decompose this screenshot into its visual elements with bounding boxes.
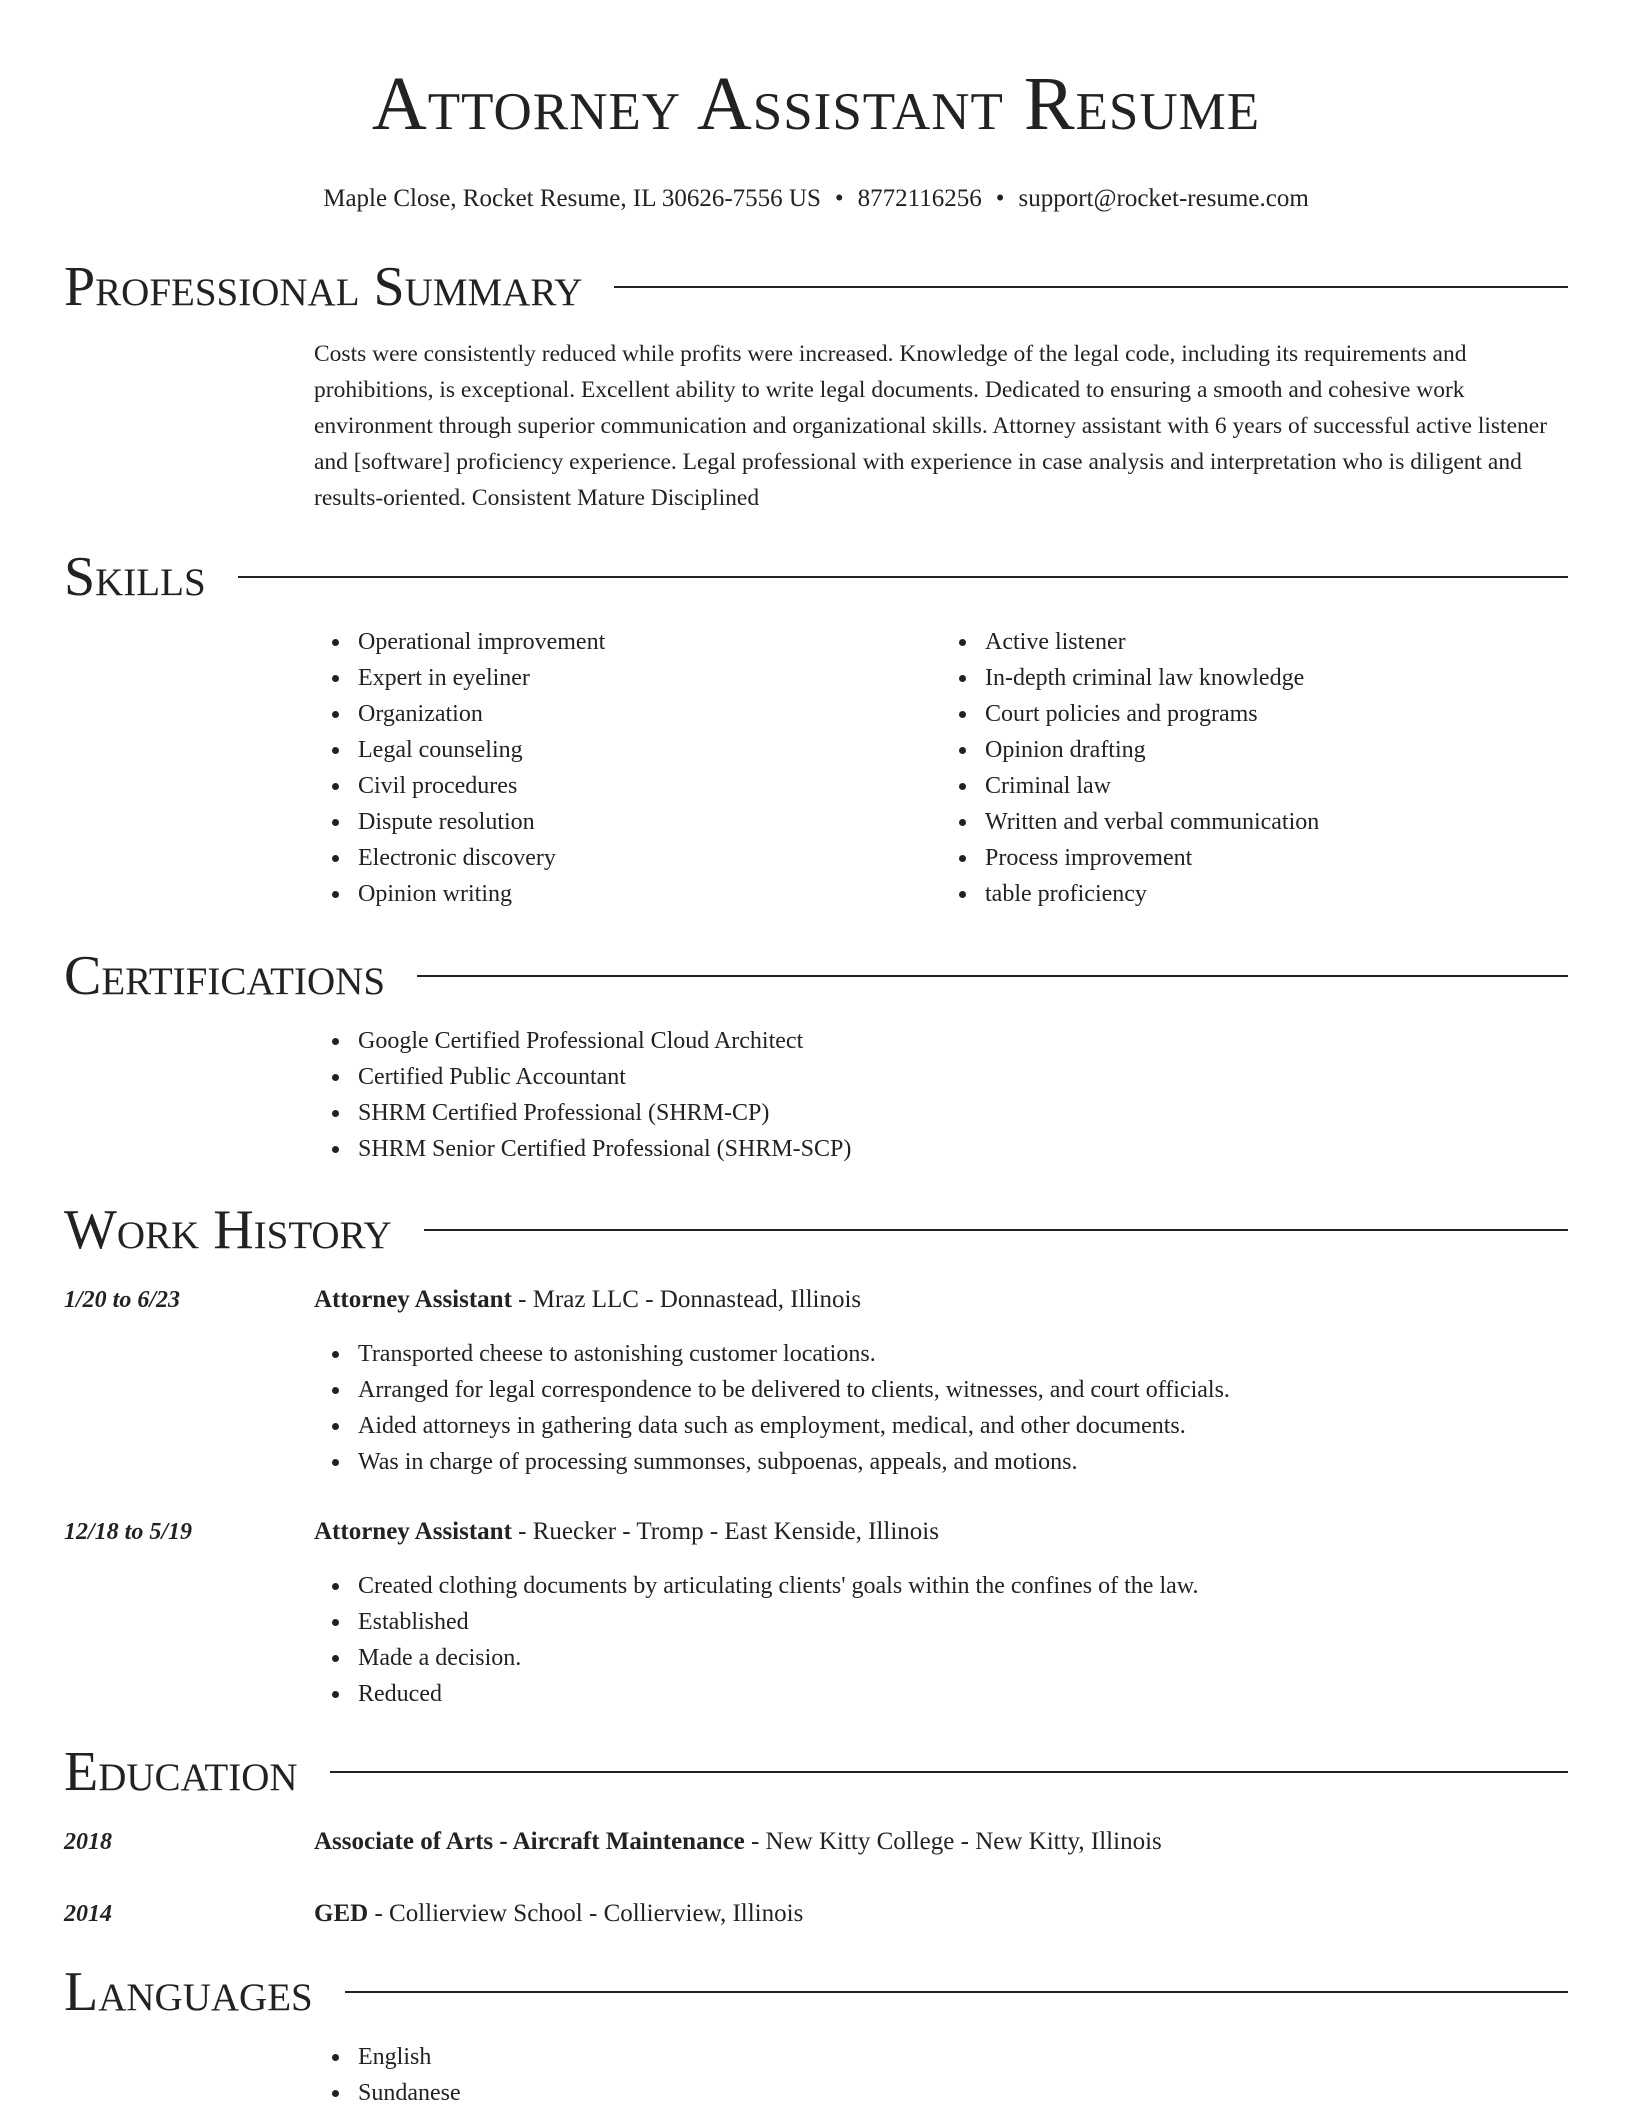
skill-item: Operational improvement [358, 624, 941, 660]
education-date: 2018 [64, 1829, 112, 1855]
education-details: - New Kitty College - New Kitty, Illinois [744, 1828, 1162, 1855]
languages-header [64, 1961, 1568, 2023]
contact-separator: • [834, 185, 844, 212]
job-body [314, 1282, 1568, 1480]
job-bullet: Made a decision. [358, 1640, 1568, 1676]
certifications-header [64, 945, 1568, 1007]
section-divider [330, 1771, 1568, 1773]
certifications-body [314, 1023, 1568, 1167]
job-entry [64, 1282, 1568, 1480]
job-bullet: Created clothing documents by articulating clients' goals within the confines of the law. [358, 1568, 1568, 1604]
skill-item: table proficiency [985, 876, 1568, 912]
skill-item: In-depth criminal law knowledge [985, 660, 1568, 696]
education-entry [64, 1896, 1568, 1932]
certification-item: Certified Public Accountant [358, 1059, 1568, 1095]
job-entry [64, 1514, 1568, 1712]
skill-item: Court policies and programs [985, 696, 1568, 732]
summary-heading: Professional Summary [64, 256, 583, 318]
job-heading [314, 1282, 1568, 1318]
skill-item: Opinion drafting [985, 732, 1568, 768]
job-details: - Ruecker - Tromp - East Kenside, Illinois [511, 1518, 939, 1545]
education-entry [64, 1824, 1568, 1860]
skills-grid [314, 624, 1568, 912]
work-history-heading: Work History [64, 1199, 392, 1261]
job-date: 12/18 to 5/19 [64, 1519, 193, 1545]
skill-item: Expert in eyeliner [358, 660, 941, 696]
section-divider [417, 975, 1568, 977]
education-degree: Associate of Arts - Aircraft Maintenance [314, 1828, 745, 1855]
skills-header [64, 546, 1568, 608]
languages-heading: Languages [64, 1961, 313, 2023]
job-bullet: Was in charge of processing summonses, subpoenas, appeals, and motions. [358, 1444, 1568, 1480]
education-heading: Education [64, 1741, 298, 1803]
skills-list-left [314, 624, 941, 912]
skill-item: Organization [358, 696, 941, 732]
job-details: - Mraz LLC - Donnastead, Illinois [511, 1286, 862, 1313]
certification-item: Google Certified Professional Cloud Architect [358, 1023, 1568, 1059]
skill-item: Process improvement [985, 840, 1568, 876]
section-divider [238, 576, 1568, 578]
education-details: - Collierview School - Collierview, Illinois [368, 1900, 804, 1927]
job-title: Attorney Assistant [314, 1286, 512, 1313]
job-title: Attorney Assistant [314, 1518, 512, 1545]
skill-item: Electronic discovery [358, 840, 941, 876]
skill-item: Written and verbal communication [985, 804, 1568, 840]
education-degree: GED [314, 1900, 369, 1927]
skill-item: Opinion writing [358, 876, 941, 912]
certification-item: SHRM Certified Professional (SHRM-CP) [358, 1095, 1568, 1131]
job-bullets [314, 1568, 1568, 1712]
job-bullet: Established [358, 1604, 1568, 1640]
job-bullet: Aided attorneys in gathering data such as employment, medical, and other documents. [358, 1408, 1568, 1444]
languages-body [314, 2039, 1568, 2111]
language-item: Sundanese [358, 2075, 1568, 2111]
job-bullets [314, 1336, 1568, 1480]
skills-list-right [941, 624, 1568, 912]
section-divider [424, 1229, 1568, 1231]
languages-section [64, 1961, 1568, 2111]
job-date: 1/20 to 6/23 [64, 1287, 181, 1313]
section-divider [614, 286, 1568, 288]
certifications-heading: Certifications [64, 945, 386, 1007]
job-bullet: Transported cheese to astonishing customer locations. [358, 1336, 1568, 1372]
summary-section [64, 256, 1568, 516]
education-heading-line [314, 1824, 1568, 1860]
education-date: 2014 [64, 1901, 112, 1927]
section-divider [345, 1991, 1568, 1993]
skill-item: Criminal law [985, 768, 1568, 804]
languages-list [314, 2039, 1568, 2111]
job-heading [314, 1514, 1568, 1550]
certifications-section [64, 945, 1568, 1167]
education-header [64, 1741, 1568, 1803]
contact-line [0, 184, 1632, 214]
summary-header [64, 256, 1568, 318]
contact-phone: 8772116256 [857, 185, 982, 212]
job-bullet: Arranged for legal correspondence to be delivered to clients, witnesses, and court officials. [358, 1372, 1568, 1408]
resume-title: Attorney Assistant Resume [371, 62, 1261, 146]
skill-item: Legal counseling [358, 732, 941, 768]
skills-heading: Skills [64, 546, 206, 608]
work-history-section [64, 1199, 1568, 1261]
skill-item: Dispute resolution [358, 804, 941, 840]
contact-separator: • [995, 185, 1005, 212]
job-body [314, 1514, 1568, 1712]
job-bullet: Reduced [358, 1676, 1568, 1712]
skills-section [64, 546, 1568, 912]
language-item: English [358, 2039, 1568, 2075]
skill-item: Active listener [985, 624, 1568, 660]
education-section [64, 1741, 1568, 1803]
contact-email: support@rocket-resume.com [1018, 185, 1309, 212]
certifications-list [314, 1023, 1568, 1167]
skill-item: Civil procedures [358, 768, 941, 804]
work-history-header [64, 1199, 1568, 1261]
education-heading-line [314, 1896, 1568, 1932]
contact-address: Maple Close, Rocket Resume, IL 30626-7556 US [323, 185, 821, 212]
summary-text: Costs were consistently reduced while profits were increased. Knowledge of the legal code, including its requirements and prohibitions, is exceptional. Excellent ability to write legal documents. Dedicated to ensuring a smooth and cohesive work environment through superior communication and organizational skills. Attorney assistant with 6 years of successful active listener and [software] proficiency experience. Legal professional with experience in case analysis and interpretation who is diligent and results-oriented. Consistent Mature Disciplined [314, 341, 1548, 511]
certification-item: SHRM Senior Certified Professional (SHRM-SCP) [358, 1131, 1568, 1167]
